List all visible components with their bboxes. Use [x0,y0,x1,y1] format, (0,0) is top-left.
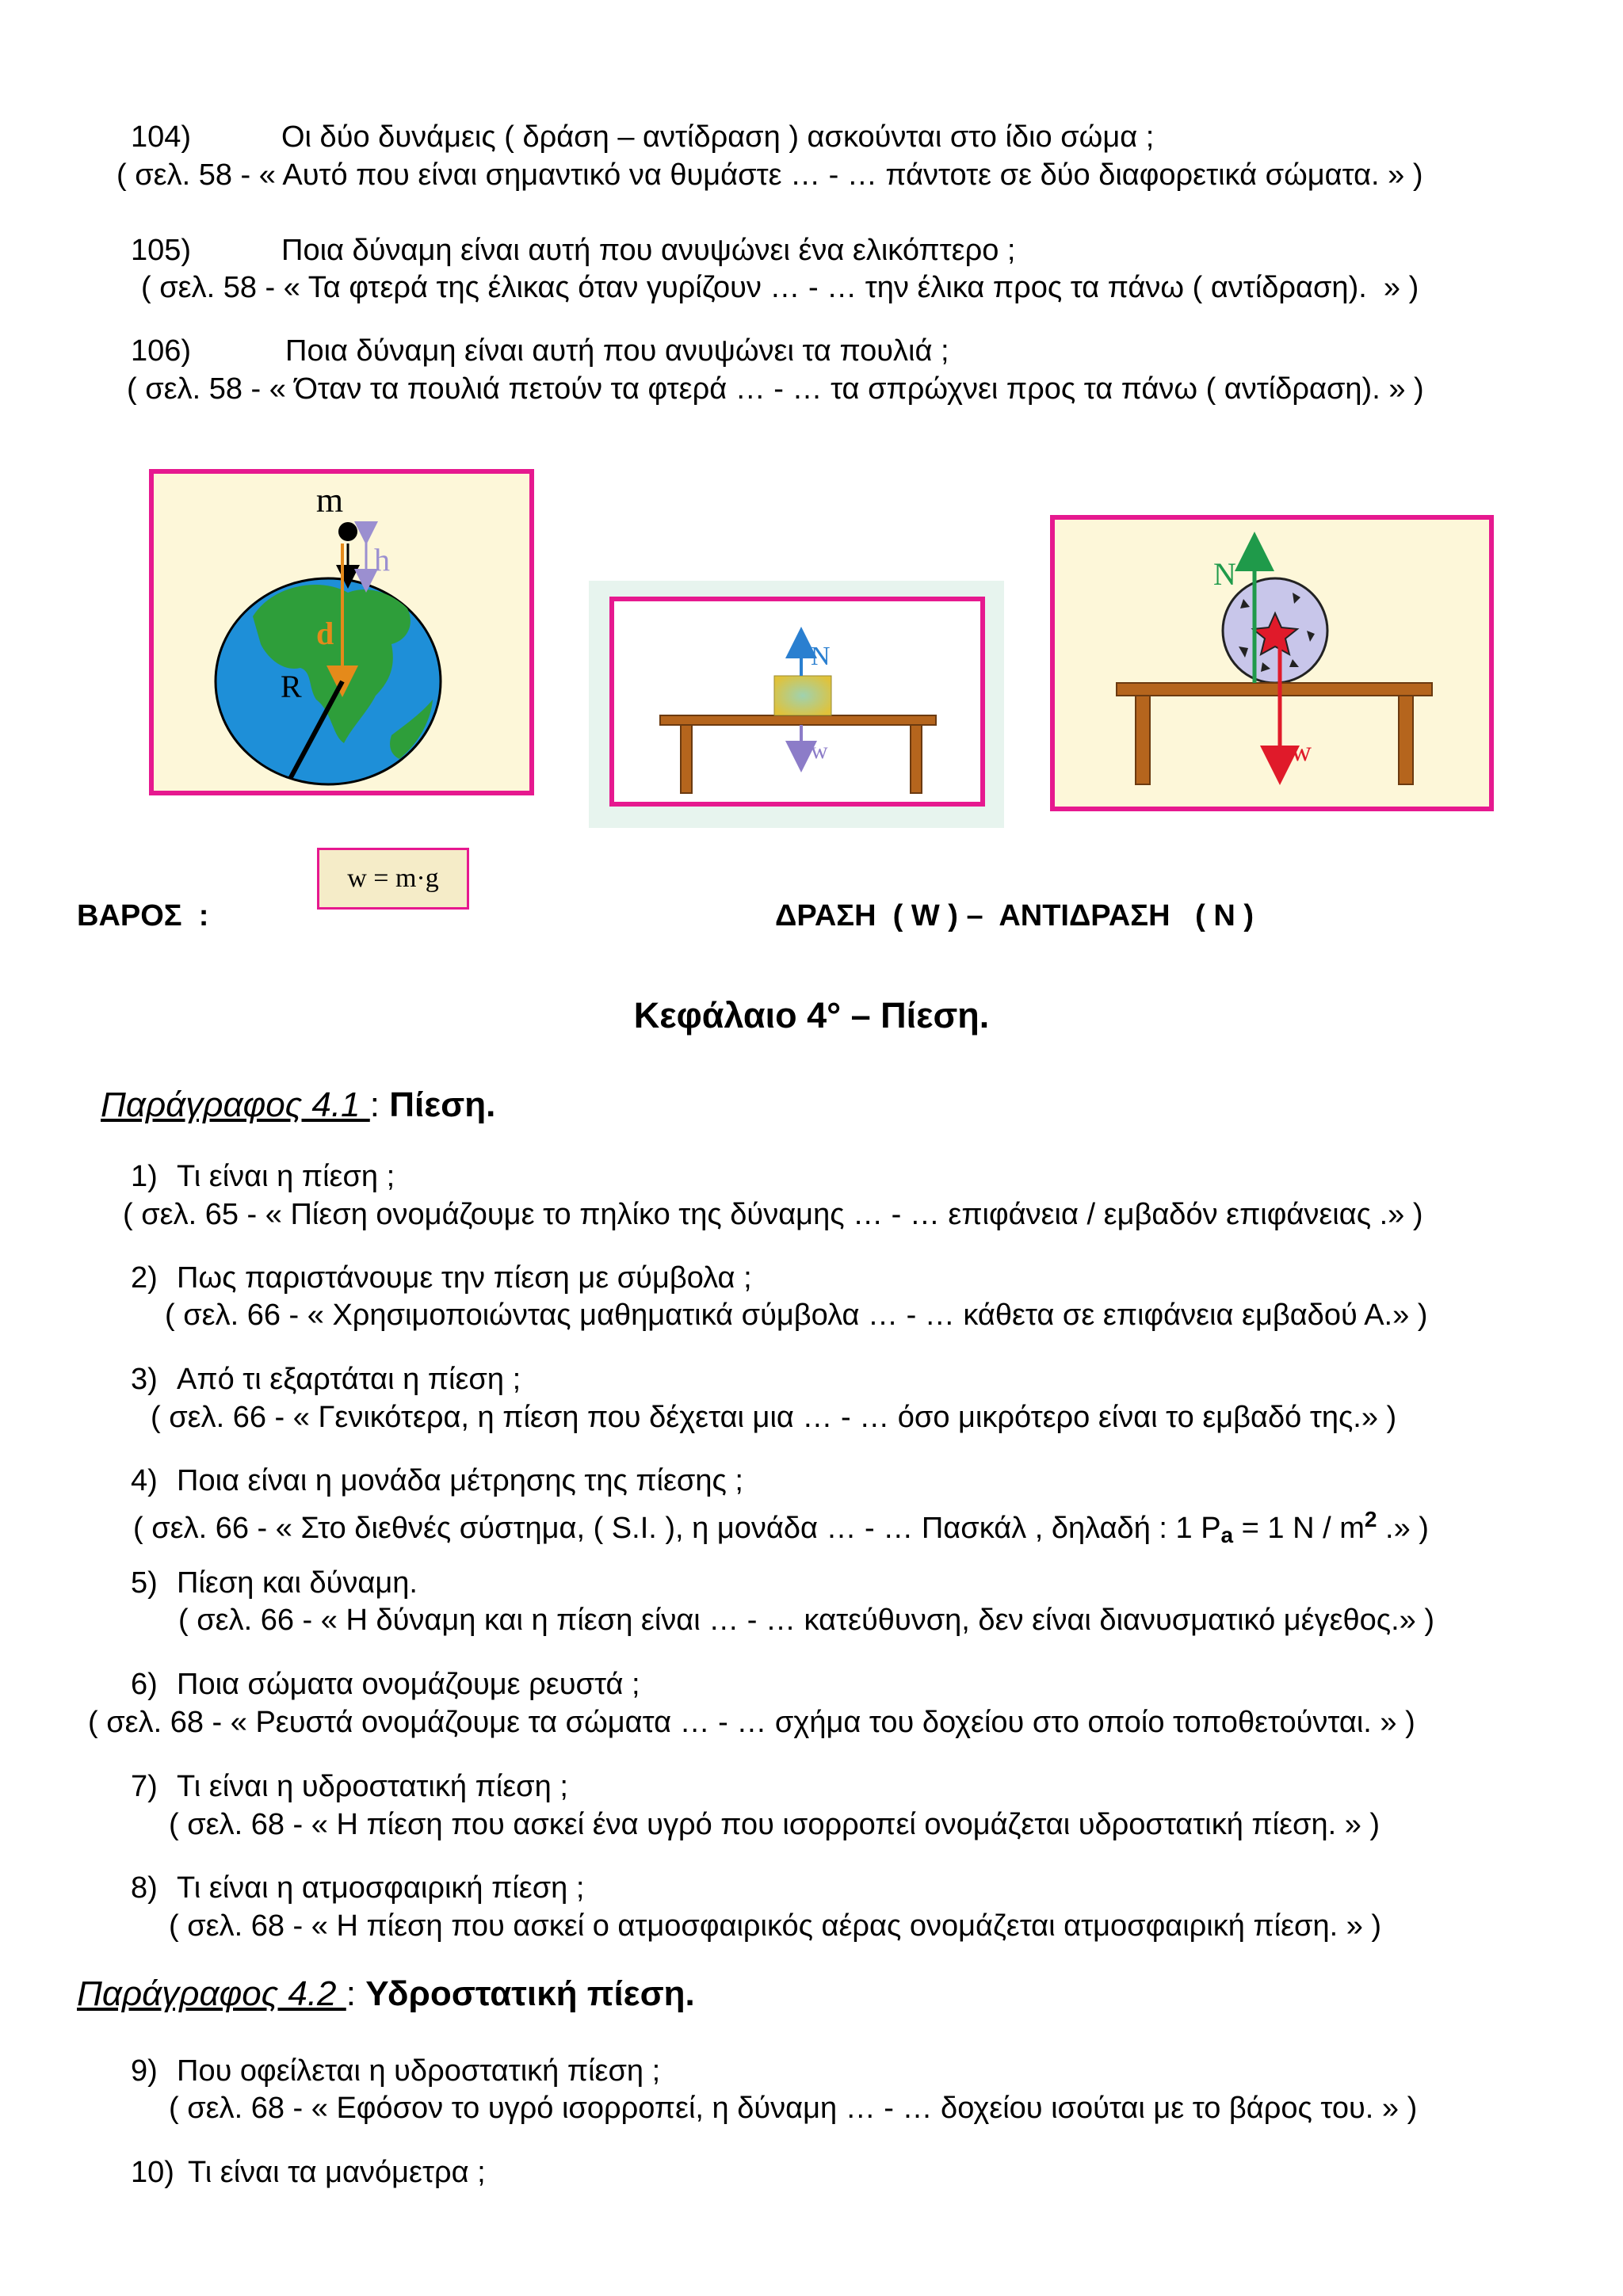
question-text: Πίεση και δύναμη. [177,1566,418,1600]
weight-force-label: w [811,738,828,764]
paragraph-separator: : [346,1974,366,2013]
question-number: 2) [131,1261,158,1295]
question-105 [131,232,1015,269]
paragraph-title: Πίεση. [389,1085,496,1124]
question-text: Οι δύο δυνάμεις ( δράση – αντίδραση ) ασκούνται στο ίδιο σώμα ; [281,120,1155,154]
reference-7: ( σελ. 68 - « Η πίεση που ασκεί ένα υγρό που ισορροπεί ονομάζεται υδροστατική πίεση. » ) [169,1808,1381,1841]
question-text: Ποια δύναμη είναι αυτή που ανυψώνει ένα ελικόπτερο ; [281,234,1016,267]
reference-text: ( σελ. 66 - « Στο διεθνές σύστημα, ( S.I. ), η μονάδα … - … Πασκάλ , δηλαδή : 1 P [133,1512,1221,1545]
question-106 [131,333,949,369]
question-2 [131,1260,752,1296]
question-number: 3) [131,1363,158,1396]
question-5 [131,1565,418,1601]
box [774,676,831,715]
question-8 [131,1870,584,1906]
reference-104: ( σελ. 58 - « Αυτό που είναι σημαντικό να θυμάστε … - … πάντοτε σε δύο διαφορετικά σώματα. » ) [116,158,1423,192]
table-leg-left [1136,696,1150,784]
paragraph-title: Υδροστατική πίεση. [365,1974,695,2013]
question-text: Πως παριστάνουμε την πίεση με σύμβολα ; [177,1261,752,1295]
question-4 [131,1463,743,1499]
reference-text: .» ) [1377,1512,1429,1545]
reference-6: ( σελ. 68 - « Ρευστά ονομάζουμε τα σώματα … - … σχήμα του δοχείου στο οποίο τοποθετούνται. » ) [88,1706,1415,1739]
question-104 [131,119,1154,155]
question-text: Τι είναι η ατμοσφαιρική πίεση ; [177,1871,585,1905]
reference-1: ( σελ. 65 - « Πίεση ονομάζουμε το πηλίκο της δύναμης … - … επιφάνεια / εμβαδόν επιφάνειας .» ) [123,1198,1423,1231]
chapter-title: Κεφάλαιο 4° – Πίεση. [633,995,990,1035]
mass-label: m [315,481,344,520]
distance-label: d [316,616,334,651]
question-number: 4) [131,1464,158,1497]
question-text: Τι είναι τα μανόμετρα ; [188,2156,486,2189]
earth-weight-figure [149,469,534,795]
reference-9: ( σελ. 68 - « Εφόσον το υγρό ισορροπεί, η δύναμη … - … δοχείου ισούται με το βάρος του. » ) [169,2092,1418,2125]
question-number: 10) [131,2156,174,2189]
question-10 [131,2154,486,2191]
question-number: 105) [131,234,192,267]
pascal-subscript: a [1220,1523,1234,1547]
normal-force-label: N [811,642,831,671]
table-leg-right [1399,696,1413,784]
paragraph-separator: : [369,1085,390,1124]
question-number: 104) [131,120,192,154]
earth-diagram [154,474,529,791]
question-text: Ποια είναι η μονάδα μέτρησης της πίεσης ; [177,1464,743,1497]
ball-figure [1050,515,1494,811]
paragraph-heading-4-1 [101,1085,495,1125]
squared-superscript: 2 [1364,1507,1377,1531]
weight-formula: w = m·g [317,848,469,910]
question-text: Ποια δύναμη είναι αυτή που ανυψώνει τα πουλιά ; [285,334,949,368]
question-text: Από τι εξαρτάται η πίεση ; [177,1363,521,1396]
weight-force-label: w [1291,735,1312,767]
reference-text: = 1 N / m [1233,1512,1365,1545]
question-1 [131,1158,395,1195]
question-text: Που οφείλεται η υδροστατική πίεση ; [177,2054,661,2088]
question-number: 7) [131,1770,158,1803]
box-figure-panel [589,581,1004,828]
reference-105: ( σελ. 58 - « Τα φτερά της έλικας όταν γυρίζουν … - … την έλικα προς τα πάνω ( αντίδραση). » ) [141,271,1419,304]
reference-2: ( σελ. 66 - « Χρησιμοποιώντας μαθηματικά σύμβολα … - … κάθετα σε επιφάνεια εμβαδού Α.» ) [165,1299,1428,1332]
table-top [660,715,936,725]
normal-force-label: N [1213,556,1236,592]
question-number: 9) [131,2054,158,2088]
mass-point [338,522,357,541]
table-leg-right [911,725,922,793]
reference-4 [133,1501,1429,1554]
question-text: Τι είναι η υδροστατική πίεση ; [177,1770,568,1803]
table-leg-left [681,725,692,793]
question-text: Ποια σώματα ονομάζουμε ρευστά ; [177,1668,640,1701]
radius-label: R [281,669,302,704]
reference-8: ( σελ. 68 - « Η πίεση που ασκεί ο ατμοσφαιρικός αέρας ονομάζεται ατμοσφαιρική πίεση. » ) [169,1909,1382,1943]
question-7 [131,1768,568,1805]
paragraph-heading-4-2 [77,1974,695,2014]
table-top [1117,683,1432,696]
action-reaction-label: ΔΡΑΣΗ ( W ) – ΑΝΤΙΔΡΑΣΗ ( N ) [775,899,1254,933]
paragraph-label: Παράγραφος 4.1 [101,1085,370,1124]
question-number: 8) [131,1871,158,1905]
question-9 [131,2053,660,2089]
question-text: Τι είναι η πίεση ; [177,1160,395,1193]
question-3 [131,1361,521,1398]
paragraph-label: Παράγραφος 4.2 [77,1974,346,2013]
question-6 [131,1666,640,1703]
box-figure [609,597,985,807]
reference-3: ( σελ. 66 - « Γενικότερα, η πίεση που δέχεται μια … - … όσο μικρότερο είναι το εμβαδό της.» ) [151,1401,1397,1434]
question-number: 6) [131,1668,158,1701]
reference-5: ( σελ. 66 - « Η δύναμη και η πίεση είναι … - … κατεύθυνση, δεν είναι διανυσματικό μέγεθος.» ) [178,1604,1435,1637]
box-diagram [614,601,980,802]
weight-label: ΒΑΡΟΣ : [77,899,209,933]
reference-106: ( σελ. 58 - « Όταν τα πουλιά πετούν τα φτερά … - … τα σπρώχνει προς τα πάνω ( αντίδραση). » ) [127,372,1424,406]
question-number: 1) [131,1160,158,1193]
ball-diagram [1055,520,1489,807]
question-number: 5) [131,1566,158,1600]
question-number: 106) [131,334,192,368]
height-label: h [374,542,390,578]
